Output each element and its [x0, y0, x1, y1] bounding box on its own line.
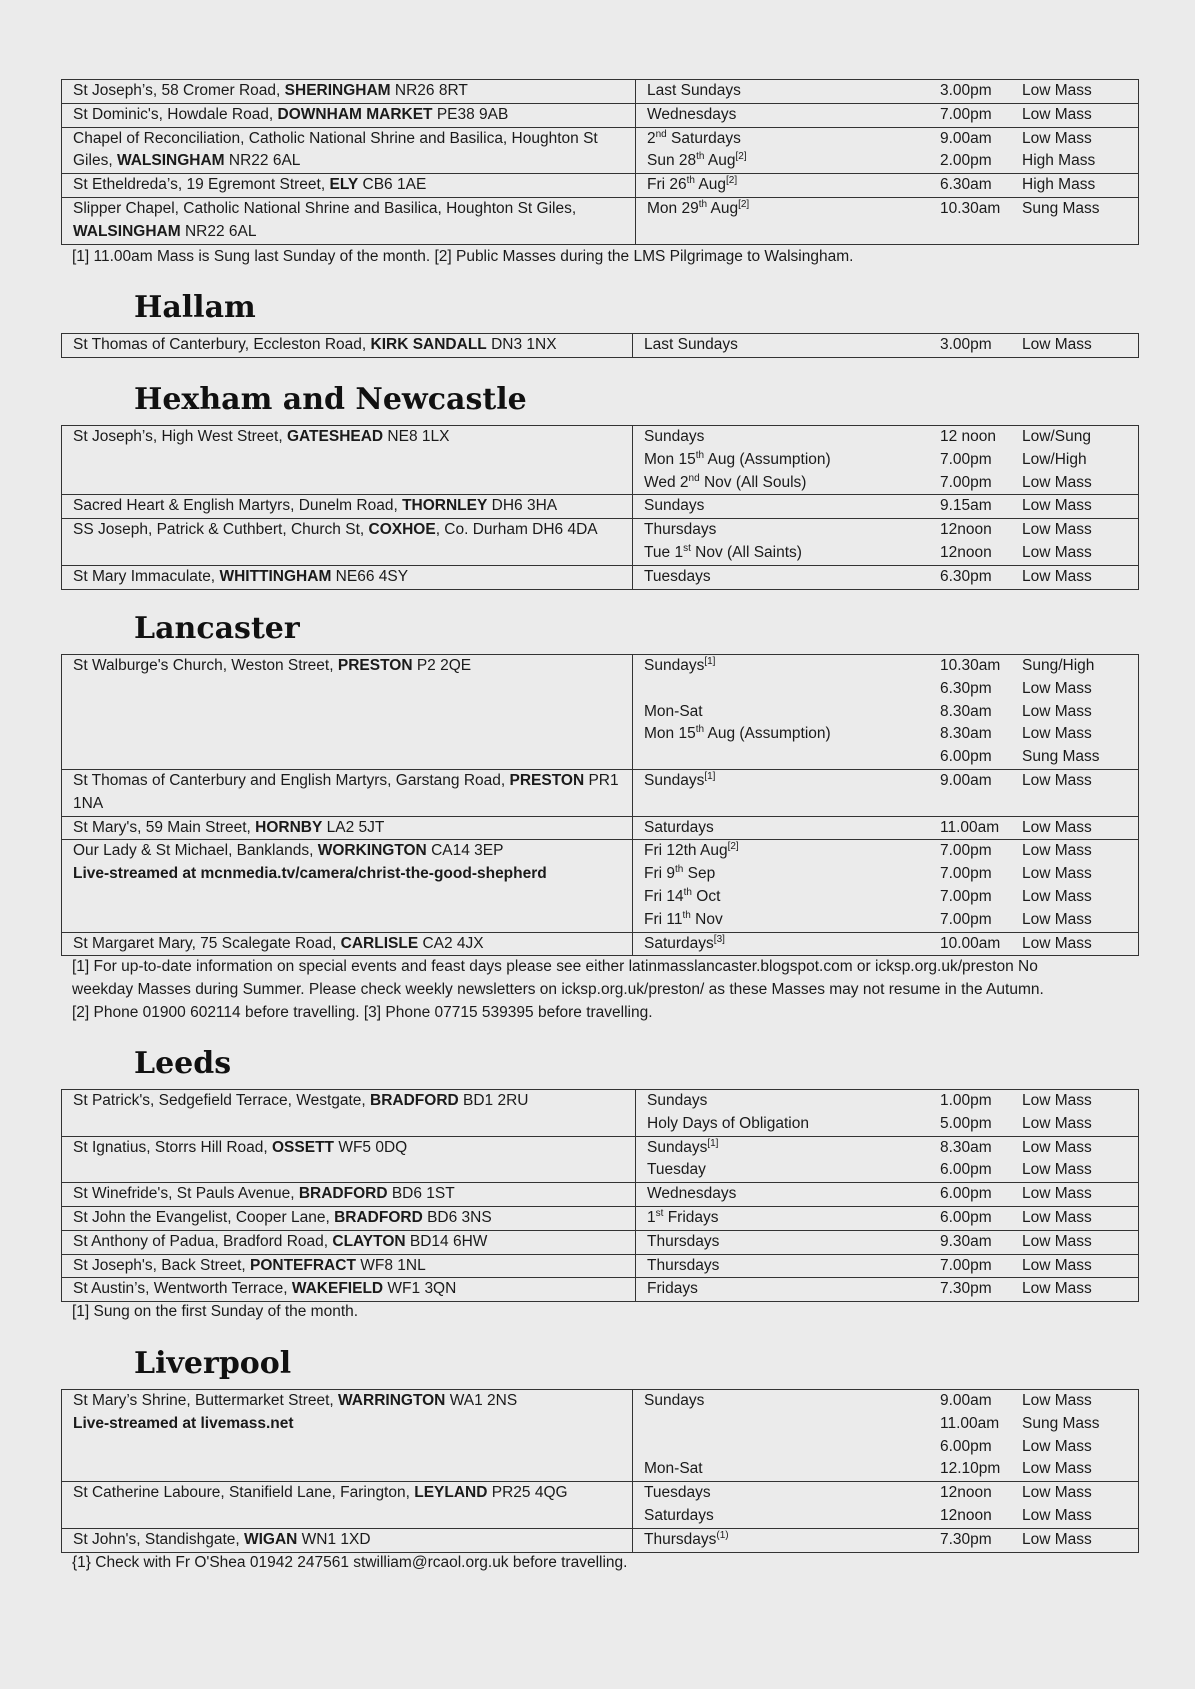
church-cell: St Mary Immaculate, WHITTINGHAM NE66 4SY: [62, 565, 633, 589]
mass-type: Sung Mass: [1022, 199, 1100, 217]
day: Mon 15th Aug (Assumption): [644, 724, 831, 743]
time: 10.30am: [940, 199, 1001, 217]
mass-table: [61, 333, 1139, 358]
schedule-line: [644, 1436, 1138, 1459]
schedule-line: [644, 909, 1138, 932]
table-row: [62, 1183, 1139, 1207]
mass-table: [61, 425, 1139, 590]
schedule-line: [647, 1255, 1138, 1278]
mass-type: Low/Sung: [1022, 428, 1091, 445]
day: Fri 9th Sep: [644, 864, 716, 883]
schedule-line: [644, 519, 1138, 542]
diocese-heading: Hexham and Newcastle: [134, 382, 527, 417]
time: 12 noon: [940, 428, 997, 445]
mass-type: Low Mass: [1022, 543, 1092, 561]
schedule-line: [644, 886, 1138, 909]
mass-type: Low Mass: [1022, 1092, 1092, 1109]
schedule-cell: [636, 174, 1139, 198]
schedule-line: [644, 655, 1138, 678]
day: Mon 29th Aug[2]: [647, 198, 750, 217]
schedule-line: [644, 1529, 1138, 1552]
time: 8.30am: [940, 1138, 992, 1156]
mass-type: Low Mass: [1022, 1460, 1092, 1478]
time: 12noon: [940, 521, 992, 539]
church-cell: St Catherine Laboure, Stanifield Lane, Farington, LEYLAND PR25 4QG: [62, 1482, 633, 1529]
schedule-line: [644, 746, 1138, 769]
town: PRESTON: [337, 657, 413, 674]
table-row: [62, 1390, 1139, 1482]
church-cell: St John the Evangelist, Cooper Lane, BRADFORD BD6 3NS: [62, 1206, 636, 1230]
table-row: [62, 1482, 1139, 1529]
time: 6.00pm: [940, 1185, 992, 1203]
church-cell: Sacred Heart & English Martyrs, Dunelm Road, THORNLEY DH6 3HA: [62, 495, 633, 519]
town: SHERINGHAM: [284, 82, 391, 99]
time: 12noon: [940, 1484, 992, 1502]
town: WHITTINGHAM: [219, 567, 332, 585]
town: WARRINGTON: [338, 1392, 446, 1409]
mass-table: [61, 1089, 1139, 1302]
mass-type: Low Mass: [1022, 1506, 1092, 1524]
day: Sundays: [644, 497, 705, 515]
schedule-cell: [636, 1278, 1139, 1302]
footnote: [1] Sung on the first Sunday of the month.: [72, 1303, 359, 1320]
day: Tuesdays: [644, 1484, 711, 1502]
church-cell: St Winefride's, St Pauls Avenue, BRADFORD BD6 1ST: [62, 1183, 636, 1207]
day: Sundays: [644, 428, 705, 445]
time: 9.00am: [940, 771, 992, 789]
time: 12noon: [940, 543, 992, 561]
table-row: [62, 127, 1139, 174]
time: 6.00pm: [940, 748, 992, 766]
mass-type: High Mass: [1022, 152, 1096, 170]
day: Sun 28th Aug[2]: [647, 151, 747, 170]
time: 6.30pm: [940, 679, 992, 697]
schedule-line: [647, 1183, 1138, 1206]
day: [644, 1413, 940, 1436]
town: LEYLAND: [414, 1484, 488, 1502]
town: KIRK SANDALL: [370, 336, 487, 353]
table-row: [62, 334, 1139, 358]
schedule-line: [647, 150, 1138, 173]
mass-type: Low Mass: [1022, 1530, 1092, 1548]
schedule-cell: [636, 80, 1139, 104]
mass-type: Low Mass: [1022, 1138, 1092, 1156]
time: 6.30am: [940, 176, 992, 194]
church-cell: St Ignatius, Storrs Hill Road, OSSETT WF5 0DQ: [62, 1136, 636, 1183]
mass-type: Low Mass: [1022, 1437, 1092, 1455]
schedule-line: [644, 542, 1138, 565]
time: 7.30pm: [940, 1530, 992, 1548]
schedule-line: [644, 723, 1138, 746]
day: Tue 1st Nov (All Saints): [644, 542, 802, 561]
town: WORKINGTON: [317, 842, 427, 860]
day: Saturdays: [644, 818, 714, 836]
church-cell: Chapel of Reconciliation, Catholic National Shrine and Basilica, Houghton St Giles, WALSINGHAM NR22 6AL: [62, 127, 636, 174]
mass-type: Low Mass: [1022, 473, 1092, 491]
town: WIGAN: [243, 1530, 298, 1548]
town: COXHOE: [368, 521, 436, 539]
table-row: [62, 1278, 1139, 1302]
day: Fridays: [647, 1280, 698, 1298]
time: 6.00pm: [940, 1161, 992, 1179]
schedule-line: [644, 495, 1138, 518]
schedule-cell: [633, 1528, 1139, 1552]
church-cell: St Joseph’s, High West Street, GATESHEAD NE8 1LX: [62, 426, 633, 495]
town: CARLISLE: [340, 934, 419, 952]
diocese-heading: Hallam: [134, 290, 256, 325]
footnote: [1] 11.00am Mass is Sung last Sunday of the month. [2] Public Masses during the LMS Pilgrimage to Walsingham.: [72, 248, 854, 265]
town: BRADFORD: [334, 1208, 423, 1226]
livestream-note: Live-streamed at livemass.net: [73, 1414, 294, 1432]
schedule-cell: [633, 519, 1139, 566]
schedule-cell: [633, 932, 1139, 956]
time: 7.00pm: [940, 887, 992, 905]
schedule-line: [644, 566, 1138, 589]
mass-type: Low Mass: [1022, 842, 1092, 860]
mass-table: [61, 1389, 1139, 1553]
footnote: weekday Masses during Summer. Please check weekly newsletters on icksp.org.uk/preston/ as these Masses may not resume in the Autumn.: [72, 981, 1044, 998]
mass-type: Low Mass: [1022, 1161, 1092, 1179]
mass-table: [61, 79, 1139, 245]
schedule-cell: [633, 816, 1139, 840]
table-row: [62, 197, 1139, 244]
day: Fri 26th Aug[2]: [647, 175, 738, 194]
day: Thursdays: [647, 1256, 720, 1274]
mass-type: Low Mass: [1022, 1208, 1092, 1226]
church-cell: St Etheldreda’s, 19 Egremont Street, ELY CB6 1AE: [62, 174, 636, 198]
time: 9.00am: [940, 1392, 992, 1409]
schedule-cell: [633, 1390, 1139, 1482]
time: 5.00pm: [940, 1114, 992, 1132]
table-row: [62, 769, 1139, 816]
day: Fri 12th Aug[2]: [644, 841, 739, 860]
schedule-line: [644, 678, 1138, 701]
mass-type: Low Mass: [1022, 521, 1092, 539]
table-row: [62, 840, 1139, 932]
time: 7.00pm: [940, 450, 992, 468]
day: 1st Fridays: [647, 1207, 719, 1226]
day: Mon-Sat: [644, 702, 703, 720]
table-row: [62, 565, 1139, 589]
mass-type: Low/High: [1022, 450, 1087, 468]
schedule-cell: [633, 769, 1139, 816]
church-cell: Our Lady & St Michael, Banklands, WORKINGTON CA14 3EP Live-streamed at mcnmedia.tv/camera/christ-the-good-shepherd: [62, 840, 633, 932]
church-cell: St Thomas of Canterbury and English Martyrs, Garstang Road, PRESTON PR1 1NA: [62, 769, 633, 816]
day: Wed 2nd Nov (All Souls): [644, 472, 807, 491]
mass-table: [61, 654, 1139, 956]
town: GATESHEAD: [286, 428, 384, 445]
town: PONTEFRACT: [250, 1256, 356, 1274]
mass-type: Low Mass: [1022, 865, 1092, 883]
mass-type: Low Mass: [1022, 336, 1092, 353]
time: 7.00pm: [940, 865, 992, 883]
time: 11.00am: [940, 818, 1000, 836]
time: 7.00pm: [940, 473, 992, 491]
mass-type: Low Mass: [1022, 771, 1092, 789]
time: 2.00pm: [940, 152, 992, 170]
day: Thursdays$^{(1)}$: [644, 1529, 729, 1548]
church-cell: St Patrick's, Sedgefield Terrace, Westgate, BRADFORD BD1 2RU: [62, 1090, 636, 1137]
mass-type: Low Mass: [1022, 702, 1092, 720]
schedule-line: [644, 701, 1138, 724]
day: Mon 15th Aug (Assumption): [644, 449, 831, 468]
mass-type: Low Mass: [1022, 105, 1092, 123]
mass-type: High Mass: [1022, 176, 1096, 194]
mass-type: Low Mass: [1022, 934, 1092, 952]
time: 3.00pm: [940, 82, 992, 99]
day: Sundays[1]: [647, 1137, 719, 1156]
church-cell: St Dominic's, Howdale Road, DOWNHAM MARKET PE38 9AB: [62, 103, 636, 127]
time: 11.00am: [940, 1414, 1000, 1432]
schedule-cell: [636, 127, 1139, 174]
diocese-heading: Leeds: [134, 1046, 232, 1081]
church-cell: St Walburge's Church, Weston Street, PRESTON P2 2QE: [62, 655, 633, 770]
day: Last Sundays: [644, 336, 738, 353]
time: 9.00am: [940, 129, 992, 147]
schedule-cell: [636, 1230, 1139, 1254]
day: Fri 11th Nov: [644, 909, 723, 928]
time: 7.00pm: [940, 842, 992, 860]
time: 6.00pm: [940, 1208, 992, 1226]
day: 2nd Saturdays: [647, 128, 741, 147]
day: [644, 746, 940, 769]
schedule-line: [647, 128, 1138, 151]
time: 10.00am: [940, 934, 1001, 952]
schedule-line: [647, 80, 1138, 103]
day: Fri 14th Oct: [644, 886, 721, 905]
day: Sundays: [644, 1392, 705, 1409]
schedule-cell: [636, 1206, 1139, 1230]
mass-type: Low Mass: [1022, 1392, 1092, 1409]
day: Wednesdays: [647, 1185, 737, 1203]
mass-type: Low Mass: [1022, 910, 1092, 928]
schedule-line: [644, 770, 1138, 793]
church-cell: St Margaret Mary, 75 Scalegate Road, CARLISLE CA2 4JX: [62, 932, 633, 956]
time: 8.30am: [940, 702, 992, 720]
day: Tuesdays: [644, 567, 711, 585]
day: Saturdays[3]: [644, 933, 725, 952]
town: HORNBY: [255, 818, 323, 836]
time: 7.00pm: [940, 1256, 992, 1274]
mass-type: Low Mass: [1022, 129, 1092, 147]
livestream-note: Live-streamed at mcnmedia.tv/camera/christ-the-good-shepherd: [73, 865, 547, 883]
table-row: [62, 1090, 1139, 1137]
schedule-line: [644, 426, 1138, 449]
town: DOWNHAM MARKET: [277, 105, 433, 123]
time: 9.15am: [940, 497, 992, 515]
schedule-line: [644, 1413, 1138, 1436]
schedule-line: [644, 1482, 1138, 1505]
day: Sundays: [647, 1092, 708, 1109]
time: 8.30am: [940, 725, 992, 743]
town: PRESTON: [509, 771, 585, 789]
time: 7.00pm: [940, 910, 992, 928]
schedule-cell: [636, 1136, 1139, 1183]
church-cell: St Thomas of Canterbury, Eccleston Road, KIRK SANDALL DN3 1NX: [62, 334, 633, 358]
church-cell: St Mary’s Shrine, Buttermarket Street, WARRINGTON WA1 2NS Live-streamed at livemass.net: [62, 1390, 633, 1482]
town: OSSETT: [272, 1138, 335, 1156]
schedule-line: [647, 1278, 1138, 1301]
day: [644, 1436, 940, 1459]
schedule-cell: [633, 1482, 1139, 1529]
schedule-line: [644, 334, 1138, 357]
time: 3.00pm: [940, 336, 992, 353]
mass-type: Low Mass: [1022, 567, 1092, 585]
table-row: [62, 655, 1139, 770]
diocese-heading: Liverpool: [134, 1346, 292, 1381]
time: 6.00pm: [940, 1437, 992, 1455]
footnote: [2] Phone 01900 602114 before travelling. [3] Phone 07715 539395 before travelling.: [72, 1004, 653, 1021]
day: Sundays[1]: [644, 655, 716, 674]
schedule-line: [644, 840, 1138, 863]
mass-type: Low Mass: [1022, 1232, 1092, 1250]
day: Wednesdays: [647, 105, 737, 123]
schedule-cell: [636, 197, 1139, 244]
mass-type: Low Mass: [1022, 818, 1092, 836]
mass-type: Low Mass: [1022, 1280, 1092, 1298]
schedule-cell: [633, 334, 1139, 358]
schedule-line: [644, 449, 1138, 472]
time: 6.30pm: [940, 567, 992, 585]
schedule-line: [647, 1159, 1138, 1182]
church-cell: St Austin’s, Wentworth Terrace, WAKEFIELD WF1 3QN: [62, 1278, 636, 1302]
day: Saturdays: [644, 1506, 714, 1524]
town: ELY: [329, 176, 359, 194]
table-row: [62, 1206, 1139, 1230]
table-row: [62, 103, 1139, 127]
schedule-line: [644, 817, 1138, 840]
schedule-line: [644, 1505, 1138, 1528]
mass-type: Low Mass: [1022, 1185, 1092, 1203]
mass-type: Low Mass: [1022, 679, 1092, 697]
time: 7.00pm: [940, 105, 992, 123]
church-cell: St Anthony of Padua, Bradford Road, CLAYTON BD14 6HW: [62, 1230, 636, 1254]
town: CLAYTON: [332, 1232, 406, 1250]
schedule-line: [647, 1090, 1138, 1113]
schedule-line: [644, 1390, 1138, 1413]
day: Mon-Sat: [644, 1460, 703, 1478]
table-row: [62, 1528, 1139, 1552]
footnote: {1} Check with Fr O'Shea 01942 247561 stwilliam@rcaol.org.uk before travelling.: [72, 1554, 628, 1571]
schedule-cell: [633, 655, 1139, 770]
schedule-cell: [633, 495, 1139, 519]
time: 12noon: [940, 1506, 992, 1524]
mass-type: Low Mass: [1022, 1484, 1092, 1502]
schedule-cell: [633, 426, 1139, 495]
mass-type: Low Mass: [1022, 887, 1092, 905]
town: BRADFORD: [298, 1185, 388, 1203]
day: Last Sundays: [647, 82, 741, 99]
table-row: [62, 1136, 1139, 1183]
schedule-line: [644, 933, 1138, 956]
day: Holy Days of Obligation: [647, 1114, 809, 1132]
schedule-cell: [633, 565, 1139, 589]
town: WALSINGHAM: [116, 152, 225, 170]
town: WAKEFIELD: [291, 1280, 384, 1298]
table-row: [62, 519, 1139, 566]
mass-type: Low Mass: [1022, 82, 1092, 99]
church-cell: St Joseph’s, 58 Cromer Road, SHERINGHAM NR26 8RT: [62, 80, 636, 104]
schedule-line: [644, 863, 1138, 886]
day: Tuesday: [647, 1161, 706, 1179]
schedule-line: [647, 198, 1138, 221]
day: Thursdays: [647, 1232, 720, 1250]
schedule-cell: [636, 103, 1139, 127]
footnote: [1] For up-to-date information on special events and feast days please see either latinmasslancaster.blogspot.com or icksp.org.uk/preston No: [72, 958, 1038, 975]
time: 1.00pm: [940, 1092, 992, 1109]
table-row: [62, 1230, 1139, 1254]
day: [644, 678, 940, 701]
table-row: [62, 1254, 1139, 1278]
diocese-heading: Lancaster: [134, 611, 300, 646]
schedule-line: [644, 1458, 1138, 1481]
schedule-cell: [636, 1090, 1139, 1137]
schedule-line: [644, 472, 1138, 495]
church-cell: St Joseph's, Back Street, PONTEFRACT WF8 1NL: [62, 1254, 636, 1278]
schedule-line: [647, 174, 1138, 197]
mass-type: Low Mass: [1022, 1114, 1092, 1132]
mass-type: Low Mass: [1022, 497, 1092, 515]
schedule-line: [647, 1231, 1138, 1254]
mass-type: Sung Mass: [1022, 1414, 1100, 1432]
town: BRADFORD: [370, 1092, 459, 1109]
day: Thursdays: [644, 521, 717, 539]
time: 7.30pm: [940, 1280, 992, 1298]
time: 12.10pm: [940, 1460, 1001, 1478]
table-row: [62, 495, 1139, 519]
schedule-cell: [633, 840, 1139, 932]
day: Sundays[1]: [644, 770, 716, 789]
time: 9.30am: [940, 1232, 992, 1250]
mass-type: Low Mass: [1022, 1256, 1092, 1274]
table-row: [62, 426, 1139, 495]
schedule-line: [647, 1113, 1138, 1136]
church-cell: Slipper Chapel, Catholic National Shrine and Basilica, Houghton St Giles, WALSINGHAM NR22 6AL: [62, 197, 636, 244]
mass-type: Sung/High: [1022, 657, 1095, 674]
church-cell: St Mary's, 59 Main Street, HORNBY LA2 5JT: [62, 816, 633, 840]
schedule-line: [647, 1137, 1138, 1160]
church-cell: SS Joseph, Patrick & Cuthbert, Church St, COXHOE, Co. Durham DH6 4DA: [62, 519, 633, 566]
town: WALSINGHAM: [73, 222, 181, 240]
time: 10.30am: [940, 657, 1001, 674]
schedule-cell: [636, 1254, 1139, 1278]
town: THORNLEY: [402, 497, 488, 515]
schedule-line: [647, 104, 1138, 127]
table-row: [62, 80, 1139, 104]
table-row: [62, 816, 1139, 840]
church-cell: St John's, Standishgate, WIGAN WN1 1XD: [62, 1528, 633, 1552]
table-row: [62, 174, 1139, 198]
schedule-line: [647, 1207, 1138, 1230]
mass-type: Low Mass: [1022, 725, 1092, 743]
mass-type: Sung Mass: [1022, 748, 1100, 766]
table-row: [62, 932, 1139, 956]
schedule-cell: [636, 1183, 1139, 1207]
